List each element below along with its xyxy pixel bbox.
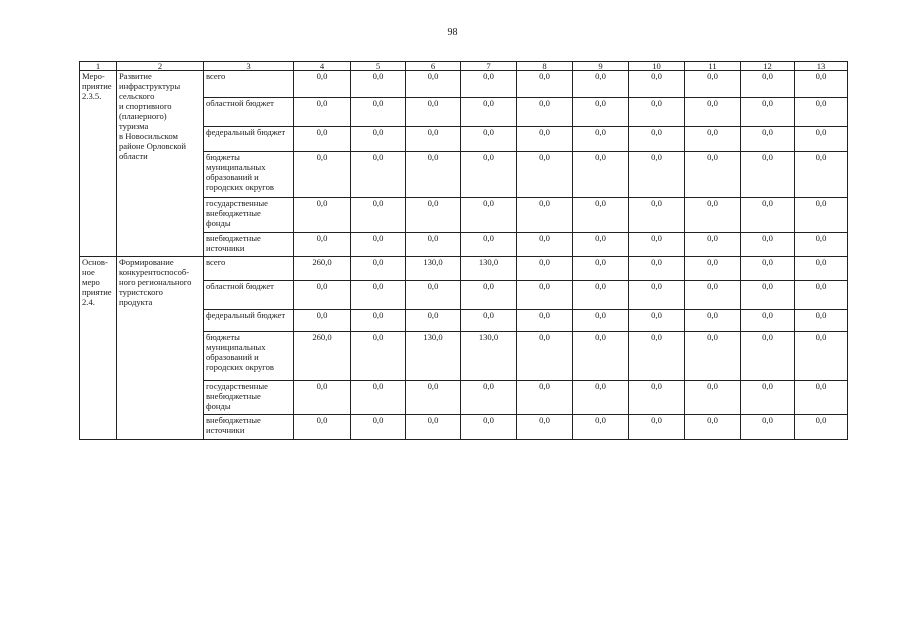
value-cell: 0,0 xyxy=(461,281,517,310)
text-line: (планерного) xyxy=(119,111,167,121)
value-cell: 0,0 xyxy=(461,98,517,127)
value-cell: 0,0 xyxy=(573,281,629,310)
value-cell: 0,0 xyxy=(573,198,629,233)
activity-title-cell xyxy=(117,71,204,257)
column-header: 9 xyxy=(573,62,629,71)
value-cell: 0,0 xyxy=(461,71,517,98)
text-line: области xyxy=(119,151,148,161)
value-cell: 0,0 xyxy=(517,127,573,152)
value-cell: 0,0 xyxy=(517,281,573,310)
column-header: 2 xyxy=(117,62,204,71)
text-line: фонды xyxy=(206,218,231,228)
text-line: и спортивного xyxy=(119,101,172,111)
text-line: образований и xyxy=(206,172,259,182)
column-header: 13 xyxy=(795,62,848,71)
value-cell: 0,0 xyxy=(573,257,629,281)
value-cell: 0,0 xyxy=(294,198,351,233)
value-cell: 0,0 xyxy=(795,71,848,98)
value-cell: 0,0 xyxy=(795,310,848,332)
text-line: внебюджетные xyxy=(206,208,261,218)
activity-title-cell xyxy=(117,257,204,440)
value-cell: 0,0 xyxy=(795,281,848,310)
value-cell: 0,0 xyxy=(795,381,848,415)
text-line: источники xyxy=(206,243,245,253)
column-header: 7 xyxy=(461,62,517,71)
value-cell: 0,0 xyxy=(629,98,685,127)
value-cell: 0,0 xyxy=(406,310,461,332)
text-line: областной бюджет xyxy=(206,98,274,108)
funding-source-cell xyxy=(204,332,294,381)
value-cell: 0,0 xyxy=(294,415,351,440)
value-cell: 0,0 xyxy=(685,71,741,98)
text-line: государственные xyxy=(206,198,268,208)
column-header: 5 xyxy=(351,62,406,71)
text-line: областной бюджет xyxy=(206,281,274,291)
value-cell: 0,0 xyxy=(406,127,461,152)
value-cell: 0,0 xyxy=(351,98,406,127)
text-line: внебюджетные xyxy=(206,415,261,425)
value-cell: 0,0 xyxy=(517,415,573,440)
funding-source-cell xyxy=(204,233,294,257)
text-line: Формирование xyxy=(119,257,174,267)
funding-source-cell xyxy=(204,127,294,152)
text-line: внебюджетные xyxy=(206,233,261,243)
value-cell: 0,0 xyxy=(573,98,629,127)
text-line: федеральный бюджет xyxy=(206,310,286,320)
value-cell: 0,0 xyxy=(741,198,795,233)
text-line: ное меро xyxy=(82,267,100,287)
value-cell: 0,0 xyxy=(517,310,573,332)
value-cell: 0,0 xyxy=(685,381,741,415)
text-line: инфраструктуры xyxy=(119,81,181,91)
value-cell: 0,0 xyxy=(685,332,741,381)
value-cell: 0,0 xyxy=(685,310,741,332)
text-line: приятие xyxy=(82,81,112,91)
text-line: городских округов xyxy=(206,362,274,372)
text-line: Основ- xyxy=(82,257,108,267)
table-row xyxy=(80,71,848,98)
text-line: продукта xyxy=(119,297,153,307)
value-cell: 0,0 xyxy=(294,381,351,415)
funding-source-cell xyxy=(204,310,294,332)
value-cell: 0,0 xyxy=(741,127,795,152)
value-cell: 0,0 xyxy=(741,281,795,310)
value-cell: 0,0 xyxy=(573,152,629,198)
value-cell: 0,0 xyxy=(795,233,848,257)
text-line: бюджеты xyxy=(206,332,240,342)
text-line: государственные xyxy=(206,381,268,391)
value-cell: 0,0 xyxy=(629,71,685,98)
text-line: 2.4. xyxy=(82,297,95,307)
text-line: муниципальных xyxy=(206,162,266,172)
value-cell: 0,0 xyxy=(461,152,517,198)
text-line: бюджеты xyxy=(206,152,240,162)
text-line: фонды xyxy=(206,401,231,411)
value-cell: 0,0 xyxy=(406,415,461,440)
value-cell: 0,0 xyxy=(573,332,629,381)
value-cell: 0,0 xyxy=(629,415,685,440)
column-header: 8 xyxy=(517,62,573,71)
value-cell: 0,0 xyxy=(795,152,848,198)
value-cell: 0,0 xyxy=(685,152,741,198)
table-row xyxy=(80,257,848,281)
funding-source-cell xyxy=(204,152,294,198)
text-line: конкурентоспособ- xyxy=(119,267,190,277)
value-cell: 0,0 xyxy=(517,71,573,98)
value-cell: 0,0 xyxy=(517,198,573,233)
value-cell: 0,0 xyxy=(741,332,795,381)
value-cell: 0,0 xyxy=(351,415,406,440)
text-line: туризма xyxy=(119,121,149,131)
text-line: внебюджетные xyxy=(206,391,261,401)
value-cell: 0,0 xyxy=(461,310,517,332)
value-cell: 0,0 xyxy=(406,198,461,233)
value-cell: 0,0 xyxy=(741,98,795,127)
value-cell: 0,0 xyxy=(294,152,351,198)
column-header: 12 xyxy=(741,62,795,71)
value-cell: 0,0 xyxy=(406,152,461,198)
value-cell: 0,0 xyxy=(573,127,629,152)
text-line: источники xyxy=(206,425,245,435)
column-header: 4 xyxy=(294,62,351,71)
column-header: 3 xyxy=(204,62,294,71)
text-line: Развитие xyxy=(119,71,152,81)
value-cell: 0,0 xyxy=(461,127,517,152)
value-cell: 0,0 xyxy=(685,281,741,310)
value-cell: 0,0 xyxy=(351,127,406,152)
value-cell: 0,0 xyxy=(573,310,629,332)
text-line: районе Орловской xyxy=(119,141,186,151)
text-line: муниципальных xyxy=(206,342,266,352)
value-cell: 0,0 xyxy=(406,381,461,415)
funding-source-cell xyxy=(204,257,294,281)
value-cell: 0,0 xyxy=(573,415,629,440)
value-cell: 0,0 xyxy=(685,198,741,233)
value-cell: 0,0 xyxy=(629,310,685,332)
value-cell: 0,0 xyxy=(685,257,741,281)
value-cell: 0,0 xyxy=(517,381,573,415)
value-cell: 0,0 xyxy=(406,98,461,127)
value-cell: 0,0 xyxy=(461,415,517,440)
value-cell: 0,0 xyxy=(461,233,517,257)
value-cell: 0,0 xyxy=(351,152,406,198)
value-cell: 0,0 xyxy=(629,127,685,152)
column-header: 11 xyxy=(685,62,741,71)
value-cell: 260,0 xyxy=(294,257,351,281)
value-cell: 0,0 xyxy=(294,71,351,98)
value-cell: 0,0 xyxy=(351,332,406,381)
value-cell: 0,0 xyxy=(294,127,351,152)
value-cell: 0,0 xyxy=(741,310,795,332)
value-cell: 260,0 xyxy=(294,332,351,381)
value-cell: 0,0 xyxy=(461,198,517,233)
value-cell: 0,0 xyxy=(629,281,685,310)
value-cell: 0,0 xyxy=(351,71,406,98)
page-number: 98 xyxy=(447,27,458,38)
value-cell: 0,0 xyxy=(351,381,406,415)
value-cell: 0,0 xyxy=(685,233,741,257)
value-cell: 0,0 xyxy=(406,71,461,98)
value-cell: 0,0 xyxy=(517,152,573,198)
value-cell: 0,0 xyxy=(741,257,795,281)
column-header: 10 xyxy=(629,62,685,71)
value-cell: 0,0 xyxy=(685,98,741,127)
text-line: сельского xyxy=(119,91,155,101)
value-cell: 0,0 xyxy=(406,233,461,257)
value-cell: 0,0 xyxy=(795,415,848,440)
value-cell: 0,0 xyxy=(629,257,685,281)
value-cell: 130,0 xyxy=(461,257,517,281)
funding-source-cell xyxy=(204,381,294,415)
value-cell: 0,0 xyxy=(629,233,685,257)
text-line: федеральный бюджет xyxy=(206,127,286,137)
value-cell: 0,0 xyxy=(294,233,351,257)
text-line: образований и xyxy=(206,352,259,362)
budget-table xyxy=(79,61,848,440)
funding-source-cell xyxy=(204,71,294,98)
value-cell: 0,0 xyxy=(795,332,848,381)
value-cell: 130,0 xyxy=(406,257,461,281)
column-header: 6 xyxy=(406,62,461,71)
value-cell: 0,0 xyxy=(517,98,573,127)
text-line: 2.3.5. xyxy=(82,91,102,101)
value-cell: 0,0 xyxy=(629,198,685,233)
value-cell: 0,0 xyxy=(573,233,629,257)
value-cell: 0,0 xyxy=(795,257,848,281)
value-cell: 0,0 xyxy=(741,381,795,415)
text-line: всего xyxy=(206,257,226,267)
value-cell: 0,0 xyxy=(629,332,685,381)
column-number-row xyxy=(80,62,848,71)
value-cell: 0,0 xyxy=(294,281,351,310)
value-cell: 0,0 xyxy=(795,198,848,233)
value-cell: 0,0 xyxy=(741,152,795,198)
text-line: ного регионального xyxy=(119,277,192,287)
value-cell: 0,0 xyxy=(351,310,406,332)
funding-source-cell xyxy=(204,198,294,233)
text-line: городских округов xyxy=(206,182,274,192)
funding-source-cell xyxy=(204,281,294,310)
text-line: туристского xyxy=(119,287,163,297)
value-cell: 0,0 xyxy=(741,415,795,440)
value-cell: 0,0 xyxy=(685,415,741,440)
value-cell: 0,0 xyxy=(795,127,848,152)
activity-id-cell xyxy=(80,71,117,257)
text-line: приятие xyxy=(82,287,112,297)
text-line: в Новосильском xyxy=(119,131,178,141)
value-cell: 0,0 xyxy=(573,381,629,415)
value-cell: 130,0 xyxy=(461,332,517,381)
value-cell: 0,0 xyxy=(629,152,685,198)
value-cell: 0,0 xyxy=(573,71,629,98)
activity-id-cell xyxy=(80,257,117,440)
value-cell: 0,0 xyxy=(351,257,406,281)
value-cell: 0,0 xyxy=(351,198,406,233)
value-cell: 130,0 xyxy=(406,332,461,381)
text-line: всего xyxy=(206,71,226,81)
column-header: 1 xyxy=(80,62,117,71)
value-cell: 0,0 xyxy=(741,71,795,98)
table-body xyxy=(80,71,848,440)
value-cell: 0,0 xyxy=(517,233,573,257)
value-cell: 0,0 xyxy=(461,381,517,415)
value-cell: 0,0 xyxy=(795,98,848,127)
value-cell: 0,0 xyxy=(351,281,406,310)
value-cell: 0,0 xyxy=(406,281,461,310)
text-line: Меро- xyxy=(82,71,105,81)
funding-source-cell xyxy=(204,415,294,440)
value-cell: 0,0 xyxy=(517,332,573,381)
value-cell: 0,0 xyxy=(741,233,795,257)
value-cell: 0,0 xyxy=(517,257,573,281)
value-cell: 0,0 xyxy=(294,98,351,127)
value-cell: 0,0 xyxy=(294,310,351,332)
value-cell: 0,0 xyxy=(685,127,741,152)
value-cell: 0,0 xyxy=(351,233,406,257)
funding-source-cell xyxy=(204,98,294,127)
value-cell: 0,0 xyxy=(629,381,685,415)
